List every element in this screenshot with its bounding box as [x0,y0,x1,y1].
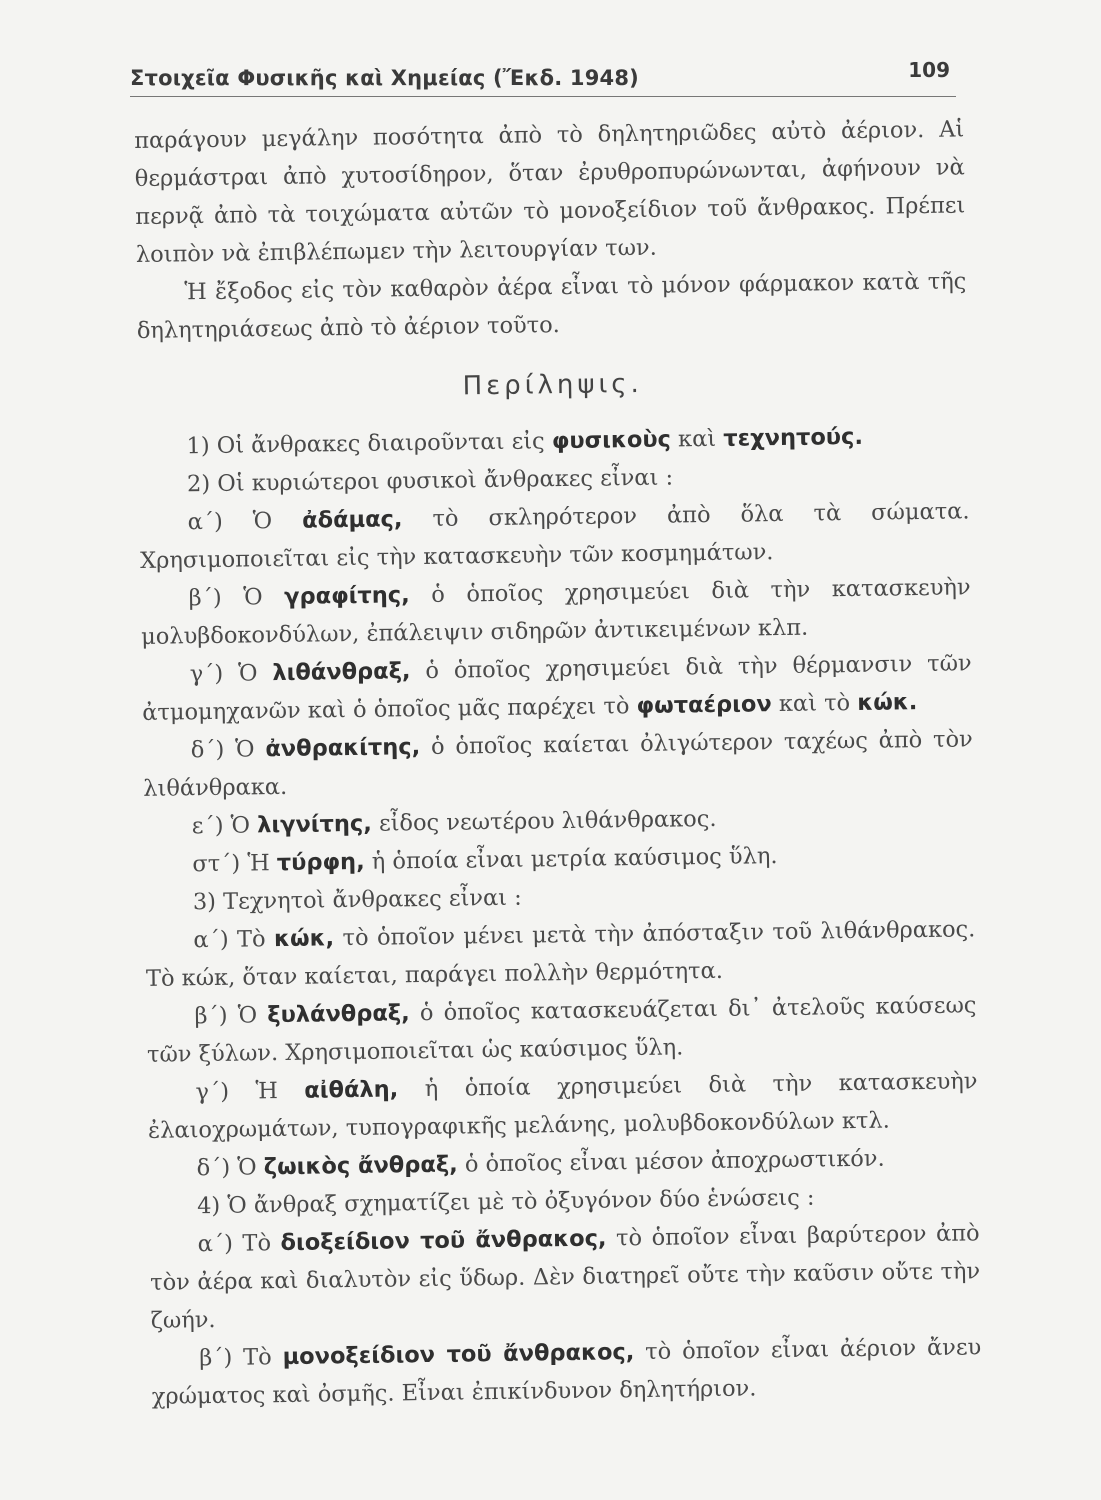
summary-item-3c: γ΄) Ἡ αἰθάλη, ἡ ὁποία χρησιμεύει διὰ τὴν κατασκευὴν ἐλαιοχρωμάτων, τυπογραφικῆς μελάνης, μολυβδοκονδύλων κτλ. [147,1068,978,1144]
header-rule [130,96,956,97]
summary-item-2e: ε΄) Ὁ λιγνίτης, εἶδος νεωτέρου λιθάνθρακος. [191,805,717,840]
page-body [134,110,982,1415]
summary-item-2b: β΄) Ὁ γραφίτης, ὁ ὁποῖος χρησιμεύει διὰ τὴν κατασκευὴν μολυβδοκονδύλων, ἐπάλειψιν σιδηρῶν ἀντικειμένων κλπ. [141,574,971,650]
running-title: Στοιχεῖα Φυσικῆς καὶ Χημείας (Ἔκδ. 1948) [130,66,639,90]
page-number: 109 [908,58,950,82]
summary-item-2c: γ΄) Ὁ λιθάνθραξ, ὁ ὁποῖος χρησιμεύει διὰ τὴν θέρμανσιν τῶν ἀτμομηχανῶν καὶ ὁ ὁποῖος μᾶς παρέχει τὸ φωταέριον καὶ τὸ κώκ. [142,650,972,726]
intro-paragraph-2: Ἡ ἔξοδος εἰς τὸν καθαρὸν ἀέρα εἶναι τὸ μόνον φάρμακον κατὰ τῆς δηλητηριάσεως ἀπὸ τὸ ἀέριον τοῦτο. [136,268,967,344]
summary-item-3b: β΄) Ὁ ξυλάνθραξ, ὁ ὁποῖος κατασκευάζεται δι᾽ ἀτελοῦς καύσεως τῶν ξύλων. Χρησιμοποιεῖται ὡς καύσιμος ὕλη. [146,992,977,1068]
summary-item-4: 4) Ὁ ἄνθραξ σχηματίζει μὲ τὸ ὀξυγόνον δύο ἑνώσεις : [196,1184,815,1220]
summary-item-2d: δ΄) Ὁ ἀνθρακίτης, ὁ ὁποῖος καίεται ὀλιγώτερον ταχέως ἀπὸ τὸν λιθάνθρακα. [143,726,973,802]
summary-item-3d: δ΄) Ὁ ζωικὸς ἄνθραξ, ὁ ὁποῖος εἶναι μέσον ἀποχρωστικόν. [196,1145,885,1182]
summary-item-1: 1) Οἱ ἄνθρακες διαιροῦνται εἰς φυσικοὺς καὶ τεχνητούς. [186,423,864,460]
summary-item-3: 3) Τεχνητοὶ ἄνθρακες εἶναι : [192,884,522,916]
summary-item-4a: α΄) Τὸ διοξείδιον τοῦ ἄνθρακος, τὸ ὁποῖον εἶναι βαρύτερον ἀπὸ τὸν ἀέρα καὶ διαλυτὸν εἰς ὕδωρ. Δὲν διατηρεῖ οὔτε τὴν καῦσιν οὔτε τὴν ζωήν. [150,1220,981,1334]
summary-item-2a: α΄) Ὁ ἀδάμας, τὸ σκληρότερον ἀπὸ ὅλα τὰ σώματα. Χρησιμοποιεῖται εἰς τὴν κατασκευὴν τῶν κοσμημάτων. [139,498,970,574]
summary-item-2: 2) Οἱ κυριώτεροι φυσικοὶ ἄνθρακες εἶναι : [186,464,674,498]
summary-heading: Περίληψις. [462,368,644,402]
summary-item-2f: στ΄) Ἡ τύρφη, ἡ ὁποία εἶναι μετρία καύσιμος ὕλη. [192,843,778,878]
summary-item-3a: α΄) Τὸ κώκ, τὸ ὁποῖον μένει μετὰ τὴν ἀπόσταξιν τοῦ λιθάνθρακος. Τὸ κώκ, ὅταν καίεται, παράγει πολλὴν θερμότητα. [145,916,976,992]
summary-item-4b: β΄) Τὸ μονοξείδιον τοῦ ἄνθρακος, τὸ ὁποῖον εἶναι ἀέριον ἄνευ χρώματος καὶ ὀσμῆς. Εἶναι ἐπικίνδυνον δηλητήριον. [151,1334,982,1410]
intro-paragraph-1: παράγουν μεγάλην ποσότητα ἀπὸ τὸ δηλητηριῶδες αὐτὸ ἀέριον. Αἱ θερμάστραι ἀπὸ χυτοσίδηρον, ὅταν ἐρυθροπυρώνωνται, ἀφήνουν νὰ περνᾷ ἀπὸ τὰ τοιχώματα αὐτῶν τὸ μονοξείδιον τοῦ ἄνθρακος. Πρέπει λοιπὸν νὰ ἐπιβλέπωμεν τὴν λειτουργίαν των. [134,116,966,268]
page-header [130,58,956,98]
